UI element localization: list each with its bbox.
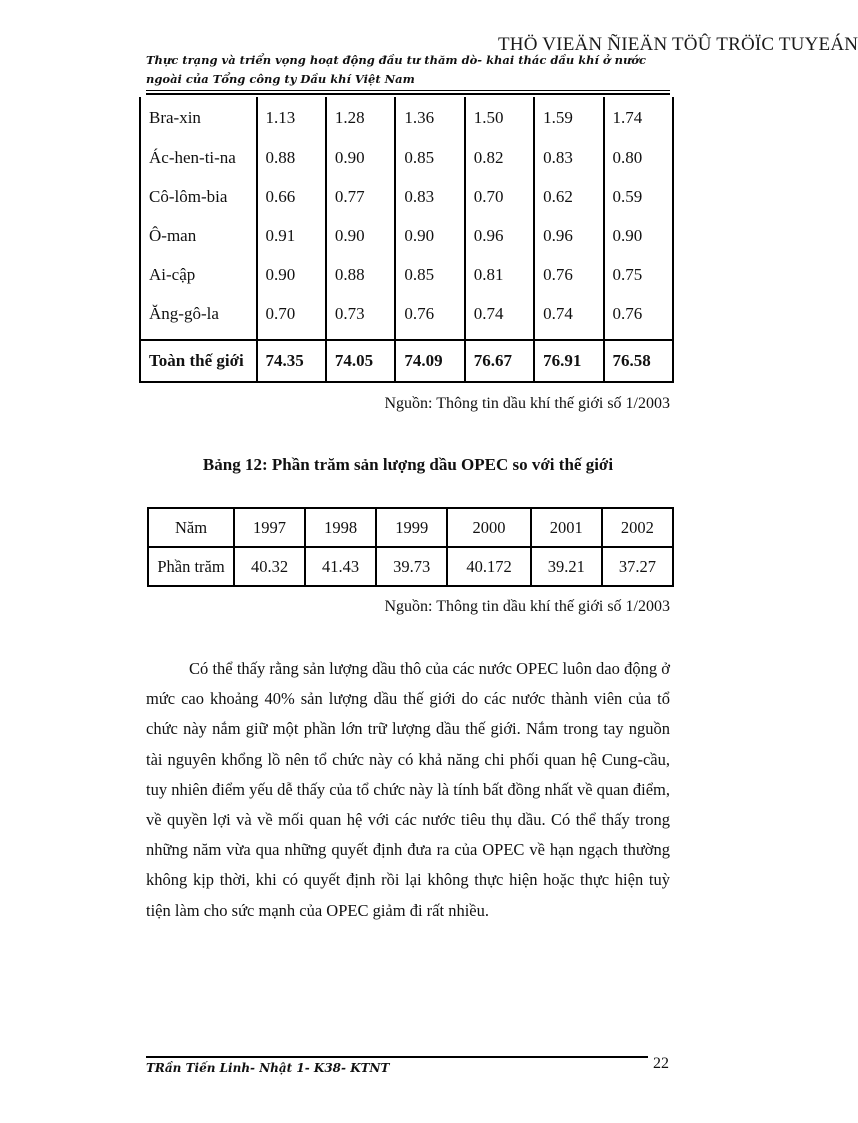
table1-value: 0.90	[326, 138, 395, 177]
table1-value: 0.59	[604, 177, 673, 216]
table1-total-value: 76.58	[604, 340, 673, 382]
table1-spacer-cell	[395, 333, 464, 340]
table1-row	[140, 294, 673, 333]
table1-value: 0.66	[257, 177, 326, 216]
opec-share-table	[147, 507, 674, 587]
table1-row	[140, 216, 673, 255]
footer-rule	[146, 1056, 648, 1058]
table1-value: 0.85	[395, 255, 464, 294]
table1-value: 0.90	[326, 216, 395, 255]
table2-value: 39.21	[531, 547, 602, 586]
table1-row	[140, 177, 673, 216]
table2-year: 1999	[376, 508, 447, 547]
table1-value: 0.76	[604, 294, 673, 333]
watermark-text: THÖ VIEÄN ÑIEÄN TÖÛ TRÖÏC TUYEÁN	[498, 34, 858, 55]
table1-total-value: 74.05	[326, 340, 395, 382]
table1-value: 1.13	[257, 97, 326, 138]
table2-row-label: Phần trăm	[148, 547, 234, 586]
table1-value: 0.70	[465, 177, 534, 216]
table2-year: 2000	[447, 508, 531, 547]
table1-value: 0.70	[257, 294, 326, 333]
table2-source: Nguồn: Thông tin dầu khí thế giới số 1/2003	[384, 598, 670, 615]
table2-header-label: Năm	[148, 508, 234, 547]
header-line-2: ngoài của Tổng công ty Dầu khí Việt Nam	[146, 72, 415, 86]
table1-row	[140, 97, 673, 138]
table1-country: Ô-man	[140, 216, 257, 255]
table1-value: 1.59	[534, 97, 603, 138]
table1-value: 0.90	[604, 216, 673, 255]
table2-value-row	[148, 547, 673, 586]
table2-value: 40.172	[447, 547, 531, 586]
table1-total-value: 76.91	[534, 340, 603, 382]
table1-value: 0.91	[257, 216, 326, 255]
table2-value: 37.27	[602, 547, 673, 586]
table1-value: 1.50	[465, 97, 534, 138]
table1-value: 0.81	[465, 255, 534, 294]
table1-value: 0.73	[326, 294, 395, 333]
header-line-1: Thực trạng và triển vọng hoạt động đầu tư thăm dò- khai thác dầu khí ở nước	[146, 53, 646, 67]
table1-value: 0.75	[604, 255, 673, 294]
table2-year: 1997	[234, 508, 305, 547]
table1-total-value: 74.35	[257, 340, 326, 382]
table1-value: 0.74	[465, 294, 534, 333]
page-number: 22	[653, 1055, 669, 1072]
table1-value: 0.83	[395, 177, 464, 216]
table1-value: 0.62	[534, 177, 603, 216]
table1-spacer-cell	[257, 333, 326, 340]
table1-total-row	[140, 340, 673, 382]
table1-value: 0.88	[257, 138, 326, 177]
footer-author: TRần Tiến Linh- Nhật 1- K38- KTNT	[146, 1061, 390, 1075]
table1-spacer-cell	[465, 333, 534, 340]
table2-year: 2001	[531, 508, 602, 547]
table1-total-label: Toàn thế giới	[140, 340, 257, 382]
table1-country: Ai-cập	[140, 255, 257, 294]
table1-value: 0.74	[534, 294, 603, 333]
table1-spacer-cell	[326, 333, 395, 340]
table2-value: 39.73	[376, 547, 447, 586]
table1-country: Bra-xin	[140, 97, 257, 138]
table1-value: 0.96	[465, 216, 534, 255]
table1-value: 0.88	[326, 255, 395, 294]
table2-value: 41.43	[305, 547, 376, 586]
table1-country: Ăng-gô-la	[140, 294, 257, 333]
table1-value: 0.90	[395, 216, 464, 255]
header-rule-thick	[146, 93, 670, 95]
body-paragraph: Có thể thấy rằng sản lượng dầu thô của các nước OPEC luôn dao động ở mức cao khoảng 40% sản lượng dầu thế giới do các nước thành viên của tổ chức này nắm giữ một phần lớn trữ lượng dầu thế giới. Nắm trong tay nguồn tài nguyên khổng lồ nên tổ chức này có khả năng chi phối quan hệ Cung-cầu, tuy nhiên điểm yếu dễ thấy của tổ chức này là tính bất đồng nhất về quan điểm, về quyền lợi và về mối quan hệ với các nước tiêu thụ dầu. Có thể thấy trong những năm vừa qua những quyết định đưa ra của OPEC về hạn ngạch thường không kịp thời, khi có quyết định rồi lại không thực hiện hoặc thực hiện tuỳ tiện làm cho sức mạnh của OPEC giảm đi rất nhiều.	[146, 659, 670, 920]
table2-header-row	[148, 508, 673, 547]
table1-value: 1.36	[395, 97, 464, 138]
table1-country: Ác-hen-ti-na	[140, 138, 257, 177]
table1-row	[140, 138, 673, 177]
table2-value: 40.32	[234, 547, 305, 586]
table1-spacer-row	[140, 333, 673, 340]
table1-total-value: 74.09	[395, 340, 464, 382]
table1-country: Cô-lôm-bia	[140, 177, 257, 216]
table2-year: 1998	[305, 508, 376, 547]
table1-source: Nguồn: Thông tin dầu khí thế giới số 1/2003	[384, 395, 670, 412]
table2-caption: Bảng 12: Phần trăm sản lượng dầu OPEC so với thế giới	[202, 455, 614, 474]
running-header	[146, 51, 670, 89]
table1-spacer-cell	[604, 333, 673, 340]
table1-value: 0.76	[534, 255, 603, 294]
table1-value: 0.77	[326, 177, 395, 216]
oil-production-table	[139, 97, 674, 383]
table1-value: 1.74	[604, 97, 673, 138]
table1-value: 0.82	[465, 138, 534, 177]
table1-value: 0.76	[395, 294, 464, 333]
table1-value: 0.90	[257, 255, 326, 294]
table1-value: 0.80	[604, 138, 673, 177]
table2-year: 2002	[602, 508, 673, 547]
header-rule	[146, 90, 670, 91]
table1-spacer-cell	[140, 333, 257, 340]
table1-spacer-cell	[534, 333, 603, 340]
table1-row	[140, 255, 673, 294]
table1-value: 1.28	[326, 97, 395, 138]
table1-value: 0.96	[534, 216, 603, 255]
table1-value: 0.85	[395, 138, 464, 177]
table1-total-value: 76.67	[465, 340, 534, 382]
table1-value: 0.83	[534, 138, 603, 177]
